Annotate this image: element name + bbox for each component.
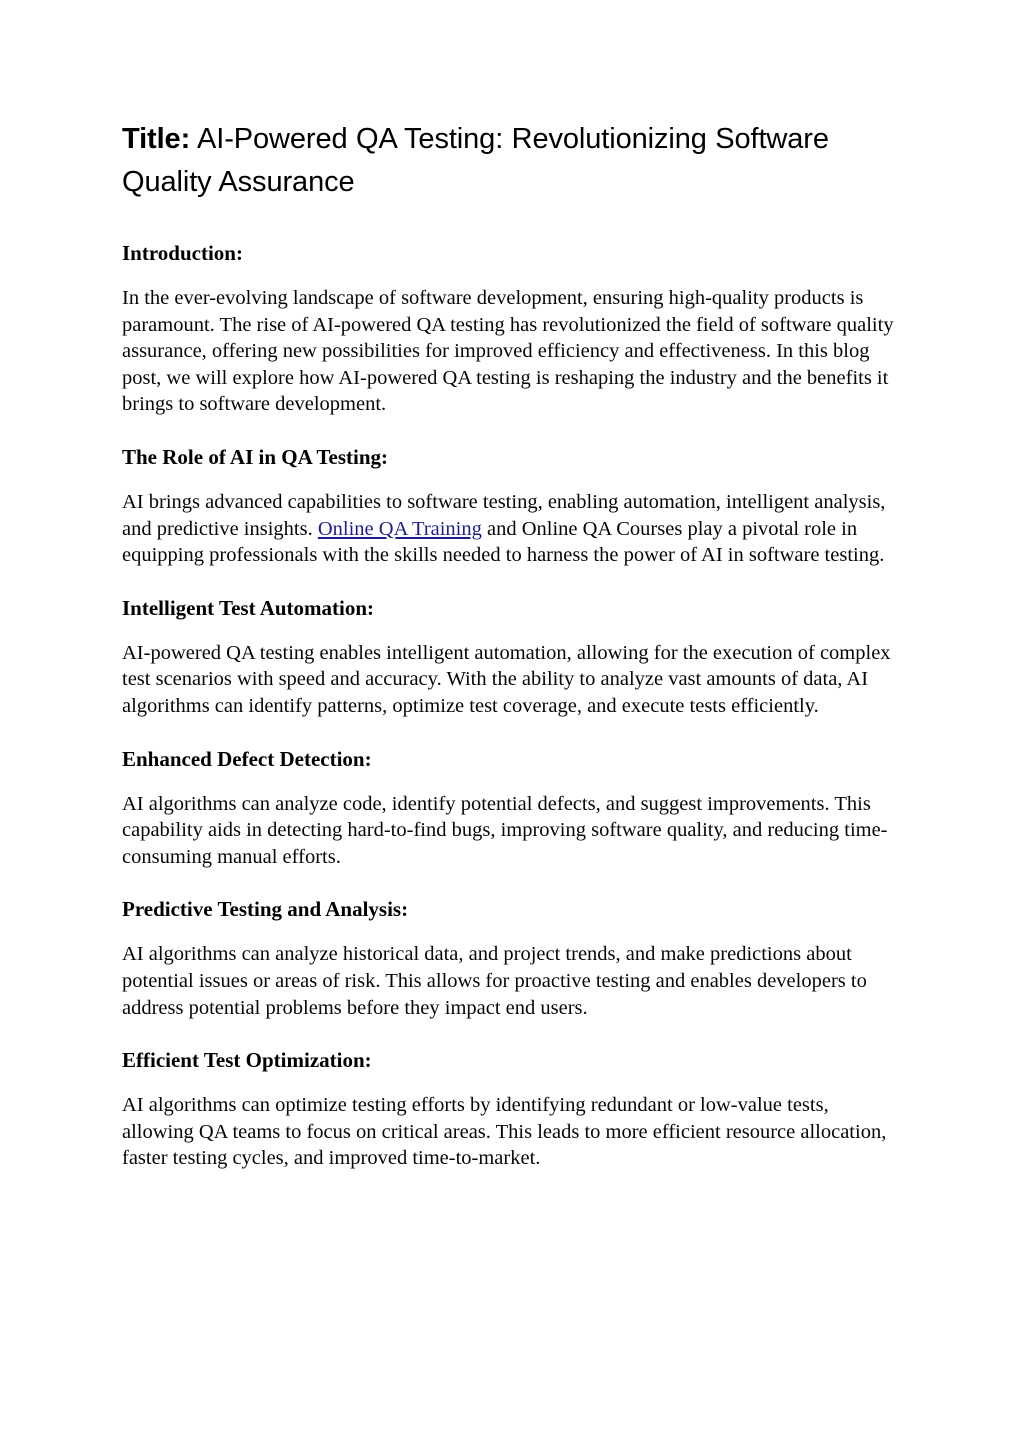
spacer <box>122 720 894 746</box>
section-paragraph-intelligent-test-automation: AI-powered QA testing enables intelligent automation, allowing for the execution of complex test scenarios with speed and accuracy. With the ability to analyze vast amounts of data, AI algorithms can identify patterns, optimize test coverage, and execute tests efficiently. <box>122 641 891 717</box>
spacer <box>122 204 894 240</box>
title-label: Title: <box>122 123 191 155</box>
spacer <box>122 621 894 640</box>
spacer <box>122 1073 894 1092</box>
section-paragraph-introduction: In the ever-evolving landscape of software development, ensuring high-quality products is paramount. The rise of AI-powered QA testing has revolutionized the field of software quality assurance, offering new possibilities for improved efficiency and effectiveness. In this blog post, we will explore how AI-powered QA testing is reshaping the industry and the benefits it brings to software development. <box>122 287 894 416</box>
spacer <box>122 870 894 896</box>
spacer <box>122 1021 894 1047</box>
paragraph-text-after-link: and Online QA Courses play a pivotal role in equipping professionals with the skills needed to harness the power of AI in software testing. <box>122 517 885 567</box>
section-heading-intelligent-test-automation: Intelligent Test Automation: <box>122 595 375 620</box>
section-heading-introduction: Introduction: <box>122 241 243 265</box>
section-paragraph-predictive-testing: AI algorithms can analyze historical data, and project trends, and make predictions about potential issues or areas of risk. This allows for proactive testing and enables developers to address potential problems before they impact end users. <box>122 943 867 1019</box>
section-heading-efficient-test-optimization: Efficient Test Optimization: <box>122 1048 372 1073</box>
title-text: AI-Powered QA Testing: Revolutionizing Software Quality Assurance <box>122 123 829 198</box>
online-qa-training-link[interactable]: Online QA Training <box>317 517 482 540</box>
spacer <box>122 569 894 595</box>
spacer <box>122 922 894 941</box>
spacer <box>122 470 894 489</box>
spacer <box>122 772 894 791</box>
spacer <box>122 266 894 285</box>
section-paragraph-efficient-test-optimization: AI algorithms can optimize testing efforts by identifying redundant or low-value tests, allowing QA teams to focus on critical areas. This leads to more efficient resource allocation, faster testing cycles, and improved time-to-market. <box>122 1094 887 1170</box>
document-content <box>122 118 894 1172</box>
section-heading-role-of-ai: The Role of AI in QA Testing: <box>122 444 389 469</box>
section-heading-enhanced-defect-detection: Enhanced Defect Detection: <box>122 746 372 771</box>
document-title <box>122 118 894 204</box>
section-paragraph-enhanced-defect-detection: AI algorithms can analyze code, identify potential defects, and suggest improvements. This capability aids in detecting hard-to-find bugs, improving software quality, and reducing time-consuming manual efforts. <box>122 792 888 868</box>
paragraph-text-before-link: AI brings advanced capabilities to software testing, enabling automation, intelligent analysis, and predictive insights. <box>122 490 886 540</box>
section-heading-predictive-testing: Predictive Testing and Analysis: <box>122 897 409 922</box>
spacer <box>122 418 894 444</box>
section-paragraph-role-of-ai <box>122 489 894 569</box>
